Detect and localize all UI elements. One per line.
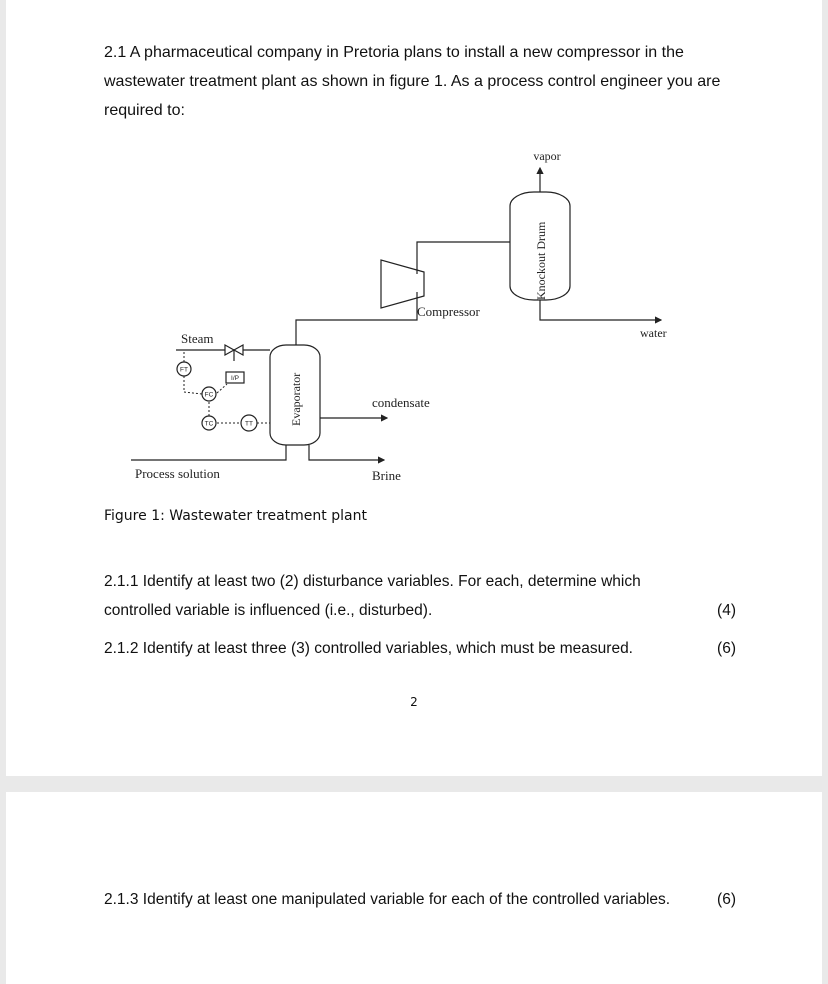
evaporator-label: Evaporator — [289, 372, 303, 426]
question-text: 2.1.2 Identify at least three (3) controlled variables, which must be measured. — [104, 640, 633, 657]
ft-label: FT — [180, 366, 188, 374]
ip-label: I/P — [231, 375, 239, 382]
question-text: 2.1.1 Identify at least two (2) disturbance variables. For each, determine which — [104, 573, 641, 590]
question-2-1-2 — [104, 639, 736, 659]
water-label: water — [640, 326, 667, 340]
page-1 — [6, 0, 822, 776]
tc-label: TC — [204, 420, 214, 428]
process-diagram — [6, 140, 822, 490]
question-2-1-3 — [104, 890, 736, 910]
question-2-1-1-cont — [104, 601, 736, 621]
process-solution-label: Process solution — [135, 466, 220, 481]
question-text: controlled variable is influenced (i.e., disturbed). — [104, 602, 433, 619]
compressor-label: Compressor — [417, 304, 480, 319]
page-number: 2 — [410, 695, 418, 709]
question-2-1-1 — [104, 572, 736, 592]
page-2 — [6, 792, 822, 984]
fc-label: FC — [204, 391, 214, 399]
brine-label: Brine — [372, 468, 401, 483]
condensate-label: condensate — [372, 395, 430, 410]
steam-label: Steam — [181, 331, 214, 346]
vapor-label: vapor — [533, 149, 561, 163]
question-marks: (6) — [717, 640, 736, 657]
tt-label: TT — [245, 420, 253, 428]
knockout-drum-label: Knockout Drum — [534, 221, 548, 300]
question-marks: (6) — [717, 891, 736, 908]
intro-paragraph: 2.1 A pharmaceutical company in Pretoria plans to install a new compressor in the wastewater treatment plant as shown in figure 1. As a process control engineer you are required to: — [104, 44, 721, 119]
question-marks: (4) — [717, 602, 736, 619]
question-text: 2.1.3 Identify at least one manipulated variable for each of the controlled variables. — [104, 891, 671, 908]
figure-caption: Figure 1: Wastewater treatment plant — [104, 508, 367, 524]
